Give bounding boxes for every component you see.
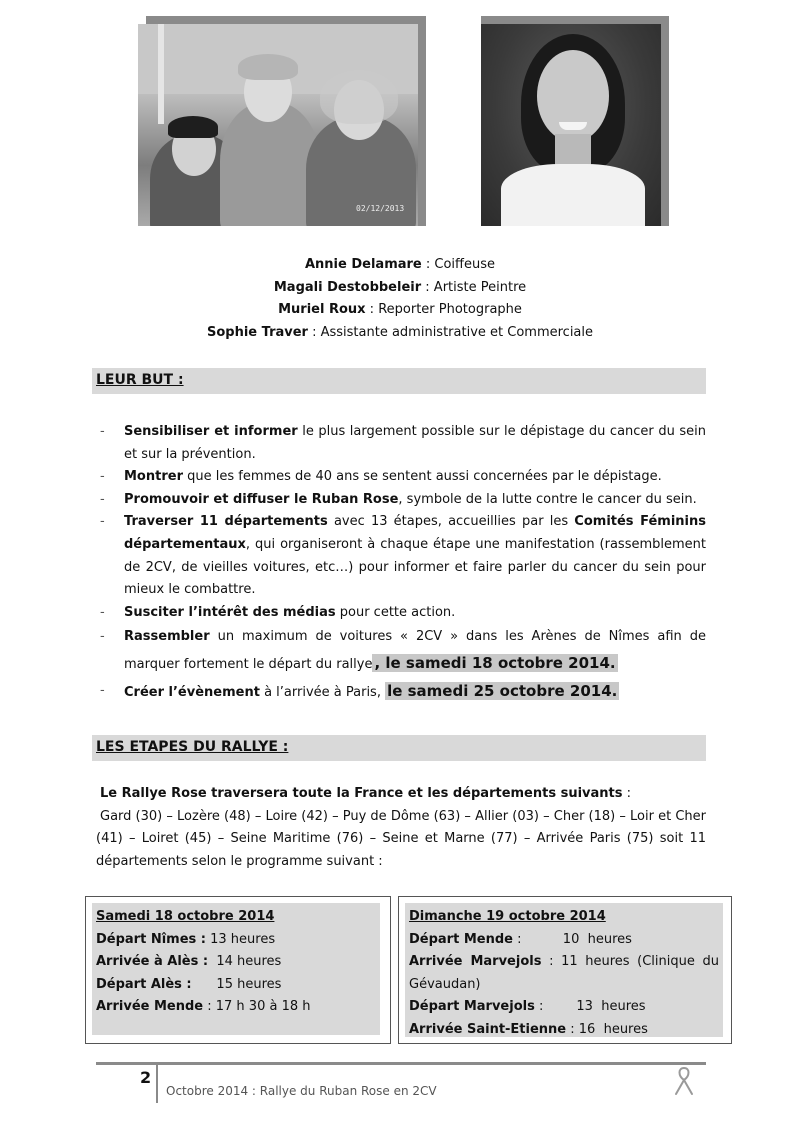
section-title: LES ETAPES DU RALLYE : (96, 739, 289, 755)
member-name: Muriel Roux (278, 302, 366, 317)
member-name: Annie Delamare (304, 257, 422, 272)
row-value: : 16 heures (566, 1021, 648, 1037)
row-label: Arrivée Mende (96, 999, 204, 1014)
team-member (0, 322, 800, 345)
footer-vertical-divider (156, 1065, 158, 1103)
item-bold: Rassembler (124, 629, 210, 645)
row-label: Arrivée à Alès : (96, 954, 209, 969)
row-label: Arrivée Marvejols (409, 954, 542, 969)
footer-divider (96, 1062, 706, 1065)
item-text: à l’arrivée à Paris, (259, 685, 386, 701)
schedule-row (409, 929, 719, 952)
section-header-goal (92, 368, 706, 394)
list-item: - Rassembler un maximum de voitures « 2CV » dans les Arènes de Nîmes afin de marquer fortement le départ du rallye , le samedi 18 octobre 2014. (100, 629, 706, 673)
row-label: Départ Nîmes : (96, 931, 206, 947)
row-value: : 11 heures (Clinique du Gévaudan) (409, 954, 719, 992)
row-label: Départ Alès : (96, 976, 192, 992)
member-role: : Assistante administrative et Commerciale (307, 324, 594, 340)
row-value: : 10 heures (512, 931, 632, 947)
row-label: Départ Mende (409, 931, 513, 947)
list-item: - Montrer que les femmes de 40 ans se sentent aussi concernées par le dépistage. (100, 469, 662, 485)
row-value: 13 heures (206, 931, 276, 947)
stages-intro (96, 783, 706, 873)
page-number: 2 (140, 1068, 152, 1087)
day-header: Samedi 18 octobre 2014 (96, 909, 275, 924)
member-role: : Reporter Photographe (365, 302, 522, 317)
pink-ribbon-icon (672, 1064, 696, 1096)
group-photo (138, 16, 426, 228)
list-item: - Créer l’évènement à l’arrivée à Paris, le samedi 25 octobre 2014. (100, 682, 618, 701)
team-members (0, 254, 800, 344)
member-name: Magali Destobbeleir (273, 279, 422, 295)
item-text: un maximum de voitures « 2CV » dans les Arènes de Nîmes afin de marquer fortement le départ du rallye (124, 629, 706, 673)
item-bold: Traverser 11 départements (124, 514, 328, 530)
goal-list (96, 421, 706, 706)
list-item: - Sensibiliser et informer le plus largement possible sur le dépistage du cancer du sein et sur la prévention. (100, 424, 706, 462)
team-member (0, 277, 800, 300)
member-role: : Artiste Peintre (421, 279, 527, 295)
schedule-row (409, 951, 719, 996)
row-label: Arrivée Saint-Etienne (409, 1021, 567, 1037)
item-bold: Promouvoir et diffuser le Ruban Rose (124, 491, 399, 507)
intro-heading (96, 783, 706, 806)
intro-colon: : (622, 786, 632, 801)
day-header: Dimanche 19 octobre 2014 (409, 909, 606, 924)
date-stamp: 02/12/2013 (356, 204, 405, 213)
item-text: le plus largement possible sur le dépistage du cancer du sein et sur la prévention. (124, 424, 706, 462)
item-text: , symbole de la lutte contre le cancer du sein. (398, 491, 697, 507)
member-name: Sophie Traver (206, 324, 308, 340)
list-item: - Promouvoir et diffuser le Ruban Rose, symbole de la lutte contre le cancer du sein. (100, 491, 697, 507)
item-text: pour cette action. (335, 604, 456, 620)
section-header-stages (92, 735, 706, 761)
highlight-date: le samedi 25 octobre 2014. (387, 682, 618, 701)
section-title: LEUR BUT : (96, 372, 184, 388)
member-role: : Coiffeuse (421, 257, 496, 272)
item-bold: Sensibiliser et informer (124, 424, 298, 439)
team-member (0, 299, 800, 322)
item-text: , qui organiseront à chaque étape une manifestation (rassemblement de 2CV, de vieilles voitures, etc…) pour informer et faire parler du cancer du sein pour mieux le combattre. (124, 536, 706, 598)
item-bold: Comités Féminins départementaux (124, 514, 706, 552)
item-bold: Montrer (124, 469, 183, 485)
footer-text: Octobre 2014 : Rallye du Ruban Rose en 2CV (166, 1084, 437, 1098)
schedule-day1 (85, 896, 391, 1044)
schedule-row (409, 1019, 719, 1042)
list-item: - Susciter l’intérêt des médias pour cette action. (100, 604, 456, 620)
row-value: 15 heures (191, 976, 282, 992)
schedule-row (96, 974, 376, 997)
schedule-row (96, 929, 376, 952)
list-item: - Traverser 11 départements avec 13 étapes, accueillies par les Comités Féminins départementaux, qui organiseront à chaque étape une manifestation (rassemblement de 2CV, de vieilles voitures, etc…) pour informer et faire parler du cancer du sein pour mieux le combattre. (100, 514, 706, 598)
row-value: : 13 heures (534, 999, 646, 1014)
item-text: que les femmes de 40 ans se sentent aussi concernées par le dépistage. (182, 469, 662, 485)
intro-text: Gard (30) – Lozère (48) – Loire (42) – Puy de Dôme (63) – Allier (03) – Cher (18) – Loir et Cher (41) – Loiret (45) – Seine Maritime (76) – Seine et Marne (77) – Arrivée Paris (75) soit 11 départements selon le programme suivant : (96, 808, 706, 869)
item-text: avec 13 étapes, accueillies par les (327, 514, 575, 530)
item-bold: Créer l’évènement (124, 685, 260, 701)
item-bold: Susciter l’intérêt des médias (124, 604, 336, 620)
schedule-row (96, 996, 376, 1019)
schedule-row (409, 996, 719, 1019)
schedule-row (96, 951, 376, 974)
intro-bold: Le Rallye Rose traversera toute la France et les départements suivants (100, 786, 623, 801)
portrait-photo (481, 16, 669, 228)
row-value: : 17 h 30 à 18 h (203, 999, 311, 1014)
team-member (0, 254, 800, 277)
row-value: 14 heures (208, 954, 282, 969)
schedule-day2 (398, 896, 732, 1044)
highlight-date: , le samedi 18 octobre 2014. (374, 654, 616, 673)
row-label: Départ Marvejols (409, 999, 535, 1014)
